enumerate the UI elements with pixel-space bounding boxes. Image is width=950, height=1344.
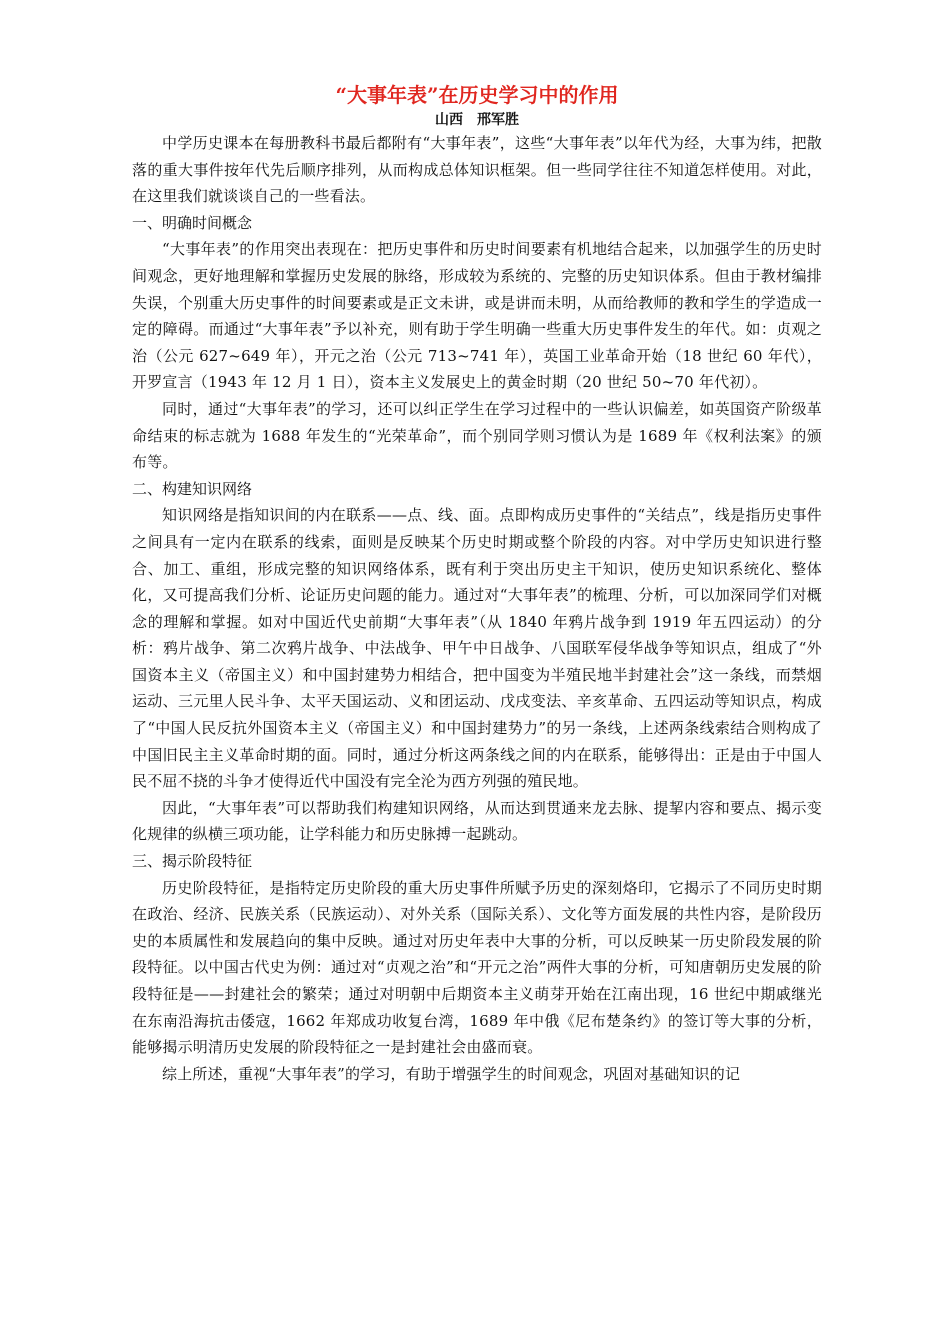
section-2-paragraph-2: 因此，“大事年表”可以帮助我们构建知识网络，从而达到贯通来龙去脉、提挈内容和要点、揭示变化规律的纵横三项功能，让学科能力和历史脉搏一起跳动。 (132, 798, 822, 844)
section-1-paragraph-2: 同时，通过“大事年表”的学习，还可以纠正学生在学习过程中的一些认识偏差，如英国资产阶级革命结束的标志就为 1688 年发生的“光荣革命”，而个别同学则习惯认为是 1689 年《权利法案》的颁布等。 (132, 399, 822, 472)
section-2-paragraph-1: 知识网络是指知识间的内在联系——点、线、面。点即构成历史事件的“关结点”，线是指历史事件之间具有一定内在联系的线索，面则是反映某个历史时期或整个阶段的内容。对中学历史知识进行整合、加工、重组，形成完整的知识网络体系，既有利于突出历史主干知识，使历史知识系统化、整体化，又可提高我们分析、论证历史问题的能力。通过对“大事年表”的梳理、分析，可以加深同学们对概念的理解和掌握。如对中国近代史前期“大事年表”（从 1840 年鸦片战争到 1919 年五四运动）的分析：鸦片战争、第二次鸦片战争、中法战争、甲午中日战争、八国联军侵华战争等知识点，组成了“外国资本主义（帝国主义）和中国封建势力相结合，把中国变为半殖民地半封建社会”这一条线，而禁烟运动、三元里人民斗争、太平天国运动、义和团运动、戊戌变法、辛亥革命、五四运动等知识点，构成了“中国人民反抗外国资本主义（帝国主义）和中国封建势力”的另一条线，上述两条线索结合则构成了中国旧民主主义革命时期的面。同时，通过分析这两条线之间的内在联系，能够得出：正是由于中国人民不屈不挠的斗争才使得近代中国没有完全沦为西方列强的殖民地。 (132, 506, 822, 791)
document-page (132, 78, 822, 1087)
section-3-paragraph-2: 综上所述，重视“大事年表”的学习，有助于增强学生的时间观念，巩固对基础知识的记 (162, 1064, 741, 1083)
section-3-paragraph-1: 历史阶段特征，是指特定历史阶段的重大历史事件所赋予历史的深刻烙印，它揭示了不同历史时期在政治、经济、民族关系（民族运动）、对外关系（国际关系）、文化等方面发展的共性内容，是阶段历史的本质属性和发展趋向的集中反映。通过对历史年表中大事的分析，可以反映某一历史阶段发展的阶段特征。以中国古代史为例：通过对“贞观之治”和“开元之治”两件大事的分析，可知唐朝历史发展的阶段特征是——封建社会的繁荣；通过对明朝中后期资本主义萌芽开始在江南出现，16 世纪中期戚继光在东南沿海抗击倭寇，1662 年郑成功收复台湾，1689 年中俄《尼布楚条约》的签订等大事的分析，能够揭示明清历史发展的阶段特征之一是封建社会由盛而衰。 (132, 878, 822, 1057)
section-heading-3: 三、揭示阶段特征 (132, 852, 253, 871)
author-region: 山西 (435, 112, 463, 128)
intro-paragraph: 中学历史课本在每册教科书最后都附有“大事年表”，这些“大事年表”以年代为经，大事为纬，把散落的重大事件按年代先后顺序排列，从而构成总体知识框架。但一些同学往往不知道怎样使用。对此，在这里我们就谈谈自己的一些看法。 (132, 134, 822, 206)
section-heading-2: 二、构建知识网络 (132, 479, 253, 498)
article-title: “大事年表”在历史学习中的作用 (335, 83, 619, 107)
article-author (132, 110, 822, 130)
author-name: 邢军胜 (477, 112, 519, 128)
section-1-paragraph-1: “大事年表”的作用突出表现在：把历史事件和历史时间要素有机地结合起来，以加强学生的历史时间观念，更好地理解和掌握历史发展的脉络，形成较为系统的、完整的历史知识体系。但由于教材编排失误，个别重大历史事件的时间要素或是正文未讲，或是讲而未明，从而给教师的教和学生的学造成一定的障碍。而通过“大事年表”予以补充，则有助于学生明确一些重大历史事件发生的年代。如：贞观之治（公元 627~649 年），开元之治（公元 713~741 年），英国工业革命开始（18 世纪 60 年代），开罗宣言（1943 年 12 月 1 日），资本主义发展史上的黄金时期（20 世纪 50~70 年代初）。 (132, 240, 822, 392)
section-heading-1: 一、明确时间概念 (132, 213, 253, 232)
